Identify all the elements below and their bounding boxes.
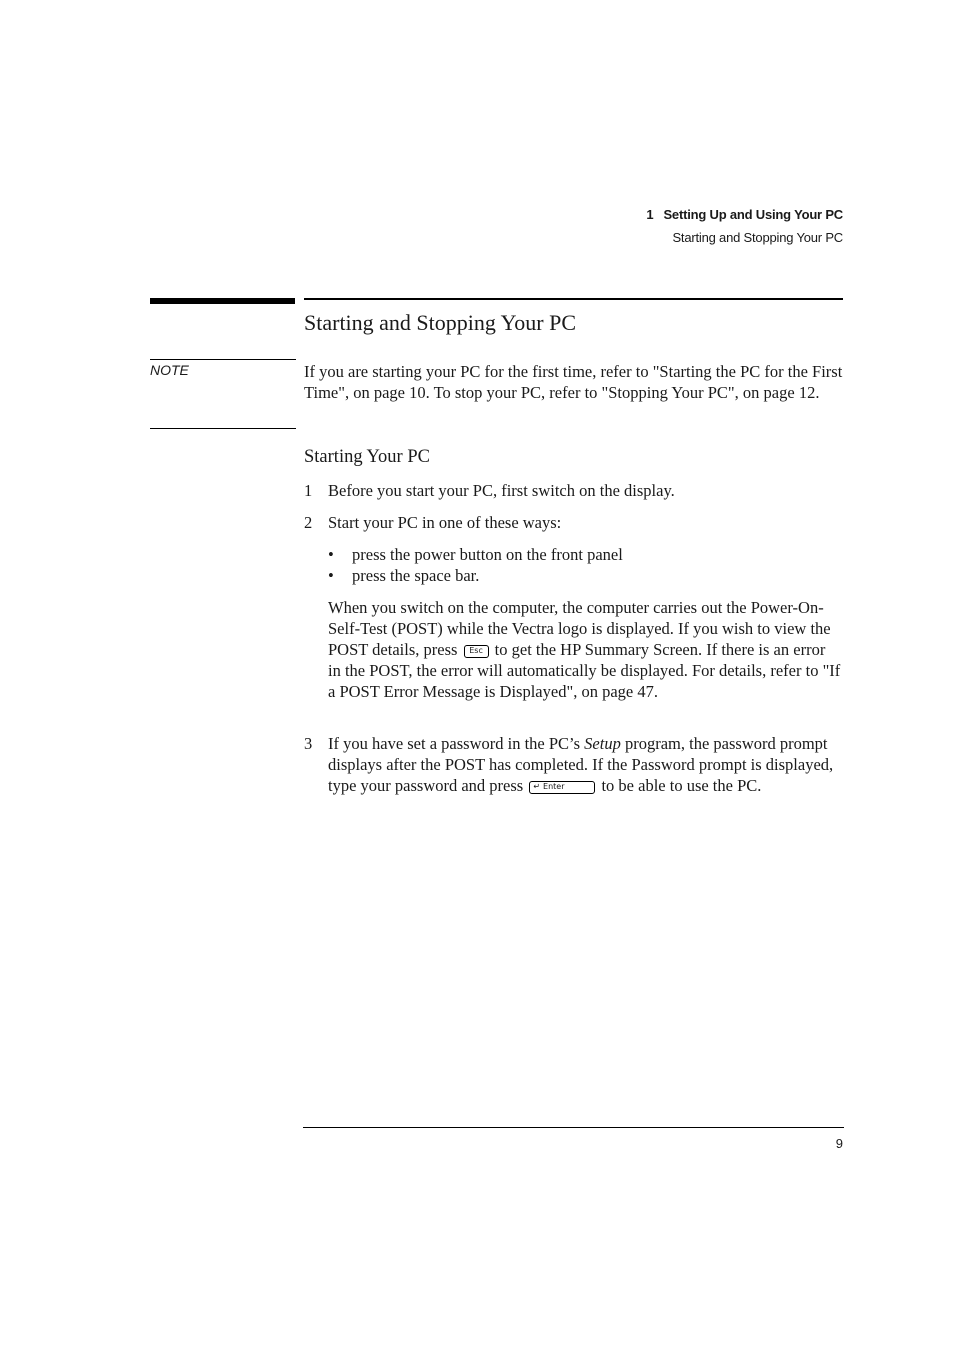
step3-text-part3: to be able to use the PC. [601, 776, 762, 795]
page-number: 9 [835, 1136, 843, 1151]
post-paragraph [328, 597, 842, 702]
bullet-text: press the space bar. [352, 566, 480, 585]
esc-key-icon: Esc [464, 645, 489, 658]
bullet-symbol: • [328, 545, 334, 564]
step-number: 3 [304, 734, 313, 753]
enter-key-label: Enter [543, 781, 565, 791]
bullet-symbol: • [328, 566, 334, 585]
section-thin-rule [304, 298, 843, 300]
setup-program-name: Setup [584, 734, 621, 753]
chapter-title: Setting Up and Using Your PC [663, 207, 843, 222]
note-text: If you are starting your PC for the first time, refer to "Starting the PC for the First Time", on page 10. To stop your PC, refer to "Stopping Your PC", on page 12. [304, 362, 843, 402]
chapter-number: 1 [646, 207, 654, 222]
enter-key-icon [529, 781, 595, 794]
note-label: NOTE [150, 362, 189, 378]
post-text-part1: When you switch on the computer, the computer carries out the Power-On-Self-Test (POST) while the Vectra logo is displayed. If you wish to view the POST details, press [328, 598, 831, 659]
step-number: 2 [304, 513, 313, 532]
step3-text-part2: program, the password prompt displays after the POST has completed. If the Password prompt is displayed, type your password and press [328, 734, 834, 795]
running-head-chapter [646, 207, 843, 222]
footer-rule [303, 1127, 844, 1128]
note-rule-bottom [150, 428, 296, 429]
note-rule-top [150, 359, 296, 360]
post-text-part2: to get the HP Summary Screen. If there is an error in the POST, the error will automatically be displayed. For details, refer to "If a POST Error Message is Displayed", on page 47. [328, 640, 841, 701]
section-title: Starting and Stopping Your PC [304, 310, 576, 335]
step-number: 1 [304, 481, 313, 500]
running-head-section: Starting and Stopping Your PC [672, 230, 843, 245]
bullet-text: press the power button on the front panel [352, 545, 623, 564]
section-thick-rule [150, 298, 295, 304]
step-text [328, 733, 842, 796]
step-text: Start your PC in one of these ways: [328, 513, 562, 532]
return-arrow-icon: ↵ [533, 781, 541, 791]
step3-text-part1: If you have set a password in the PC’s [328, 734, 581, 753]
subsection-title: Starting Your PC [304, 447, 430, 467]
step-text: Before you start your PC, first switch on the display. [328, 481, 675, 500]
